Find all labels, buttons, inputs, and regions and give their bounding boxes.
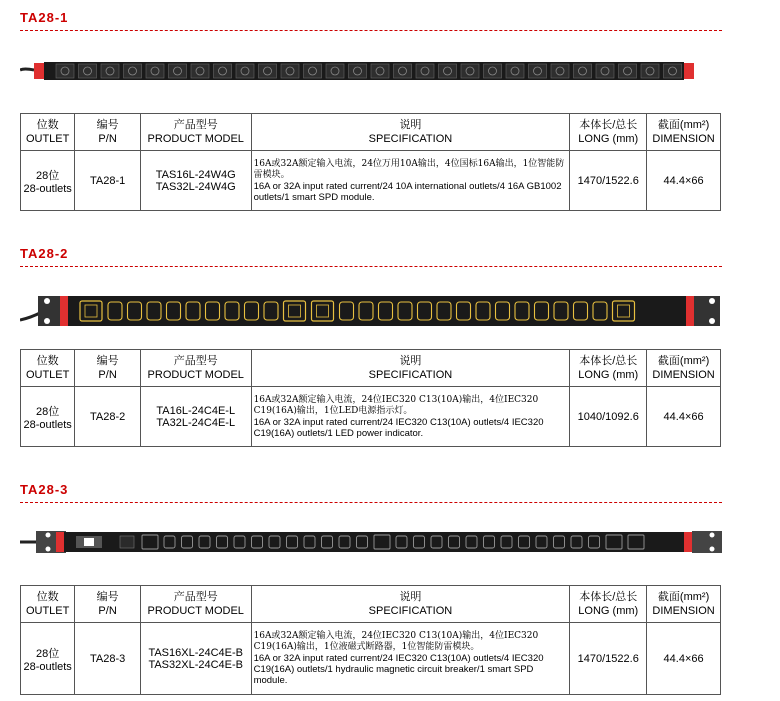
cell-dim: 44.4×66 — [647, 387, 721, 447]
outlet-socket-icon — [439, 64, 457, 78]
col-model: 产品型号 PRODUCT MODEL — [140, 350, 251, 387]
cell-pn: TA28-3 — [75, 623, 141, 695]
pdu-image — [20, 294, 722, 330]
col-long: 本体长/总长 LONG (mm) — [570, 114, 647, 151]
col-dim: 截面(mm²) DIMENSION — [647, 114, 721, 151]
outlet-socket-icon — [259, 64, 277, 78]
outlet-socket-icon — [124, 64, 142, 78]
outlet-socket-icon — [349, 64, 367, 78]
section-ta28-1 — [20, 10, 722, 203]
spec-table — [20, 113, 721, 211]
divider — [20, 502, 722, 503]
table-row — [21, 387, 721, 447]
divider — [20, 30, 722, 31]
col-outlet: 位数 OUTLET — [21, 114, 75, 151]
outlet-socket-icon — [461, 64, 479, 78]
outlet-socket-icon — [191, 64, 209, 78]
breaker-icon — [76, 536, 102, 548]
col-model: 产品型号 PRODUCT MODEL — [140, 586, 251, 623]
outlet-socket-icon — [529, 64, 547, 78]
cell-outlet: 28位 28-outlets — [21, 151, 75, 211]
cell-dim: 44.4×66 — [647, 151, 721, 211]
outlet-socket-icon — [214, 64, 232, 78]
outlet-socket-icon — [79, 64, 97, 78]
section-title: TA28-1 — [20, 10, 69, 25]
outlet-socket-icon — [56, 64, 74, 78]
section-title: TA28-3 — [20, 482, 69, 497]
cell-long: 1470/1522.6 — [570, 623, 647, 695]
outlet-socket-icon — [574, 64, 592, 78]
col-dim: 截面(mm²) DIMENSION — [647, 586, 721, 623]
col-outlet: 位数 OUTLET — [21, 350, 75, 387]
col-long: 本体长/总长 LONG (mm) — [570, 586, 647, 623]
cell-long: 1040/1092.6 — [570, 387, 647, 447]
col-dim: 截面(mm²) DIMENSION — [647, 350, 721, 387]
table-header-row — [21, 114, 721, 151]
section-ta28-2 — [20, 246, 722, 439]
cell-pn: TA28-2 — [75, 387, 141, 447]
outlet-socket-icon — [281, 64, 299, 78]
col-pn: 编号 P/N — [75, 586, 141, 623]
table-row — [21, 623, 721, 695]
cell-spec: 16A或32A额定输入电流，24位万用10A输出，4位国标16A输出，1位智能防雷模块。 16A or 32A input rated current/24 10A international outlets/4 16A GB1002 outlets/1 smart SPD module. — [251, 151, 570, 211]
cell-spec: 16A或32A额定输入电流，24位IEC320 C13(10A)输出，4位IEC320 C19(16A)输出，1位LED电源指示灯。 16A or 32A input rated current/24 IEC320 C13(10A) outlets/4 IEC320 C19(16A) outlets/1 LED power indicator. — [251, 387, 570, 447]
outlet-socket-icon — [551, 64, 569, 78]
table-header-row — [21, 586, 721, 623]
outlet-socket-icon — [371, 64, 389, 78]
spec-table — [20, 585, 721, 695]
cell-dim: 44.4×66 — [647, 623, 721, 695]
col-spec: 说明 SPECIFICATION — [251, 586, 570, 623]
col-pn: 编号 P/N — [75, 114, 141, 151]
cell-long: 1470/1522.6 — [570, 151, 647, 211]
outlet-socket-icon — [304, 64, 322, 78]
col-long: 本体长/总长 LONG (mm) — [570, 350, 647, 387]
cell-model: TAS16L-24W4G TAS32L-24W4G — [140, 151, 251, 211]
cell-spec: 16A或32A额定输入电流，24位IEC320 C13(10A)输出，4位IEC320 C19(16A)输出，1位液磁式断路器，1位智能防雷模块。 16A or 32A input rated current/24 IEC320 C13(10A) outlets/4 IEC320 C19(16A) outlets/1 hydraulic magnetic circuit breaker/1 smart SPD module. — [251, 623, 570, 695]
col-pn: 编号 P/N — [75, 350, 141, 387]
outlet-socket-icon — [101, 64, 119, 78]
pdu-image — [20, 58, 722, 86]
cell-pn: TA28-1 — [75, 151, 141, 211]
outlet-socket-icon — [120, 536, 134, 548]
col-spec: 说明 SPECIFICATION — [251, 114, 570, 151]
outlet-socket-icon — [484, 64, 502, 78]
outlet-socket-icon — [596, 64, 614, 78]
cell-model: TA16L-24C4E-L TA32L-24C4E-L — [140, 387, 251, 447]
outlet-socket-icon — [506, 64, 524, 78]
cell-model: TAS16XL-24C4E-B TAS32XL-24C4E-B — [140, 623, 251, 695]
section-title: TA28-2 — [20, 246, 69, 261]
divider — [20, 266, 722, 267]
outlet-socket-icon — [146, 64, 164, 78]
cell-outlet: 28位 28-outlets — [21, 387, 75, 447]
outlet-socket-icon — [169, 64, 187, 78]
table-header-row — [21, 350, 721, 387]
col-model: 产品型号 PRODUCT MODEL — [140, 114, 251, 151]
cell-outlet: 28位 28-outlets — [21, 623, 75, 695]
outlet-socket-icon — [619, 64, 637, 78]
outlet-socket-icon — [236, 64, 254, 78]
section-ta28-3 — [20, 482, 722, 686]
col-spec: 说明 SPECIFICATION — [251, 350, 570, 387]
outlet-socket-icon — [326, 64, 344, 78]
outlet-socket-icon — [416, 64, 434, 78]
outlet-socket-icon — [664, 64, 682, 78]
spec-table — [20, 349, 721, 447]
outlet-socket-icon — [394, 64, 412, 78]
table-row — [21, 151, 721, 211]
pdu-image — [20, 528, 722, 558]
col-outlet: 位数 OUTLET — [21, 586, 75, 623]
outlet-socket-icon — [641, 64, 659, 78]
